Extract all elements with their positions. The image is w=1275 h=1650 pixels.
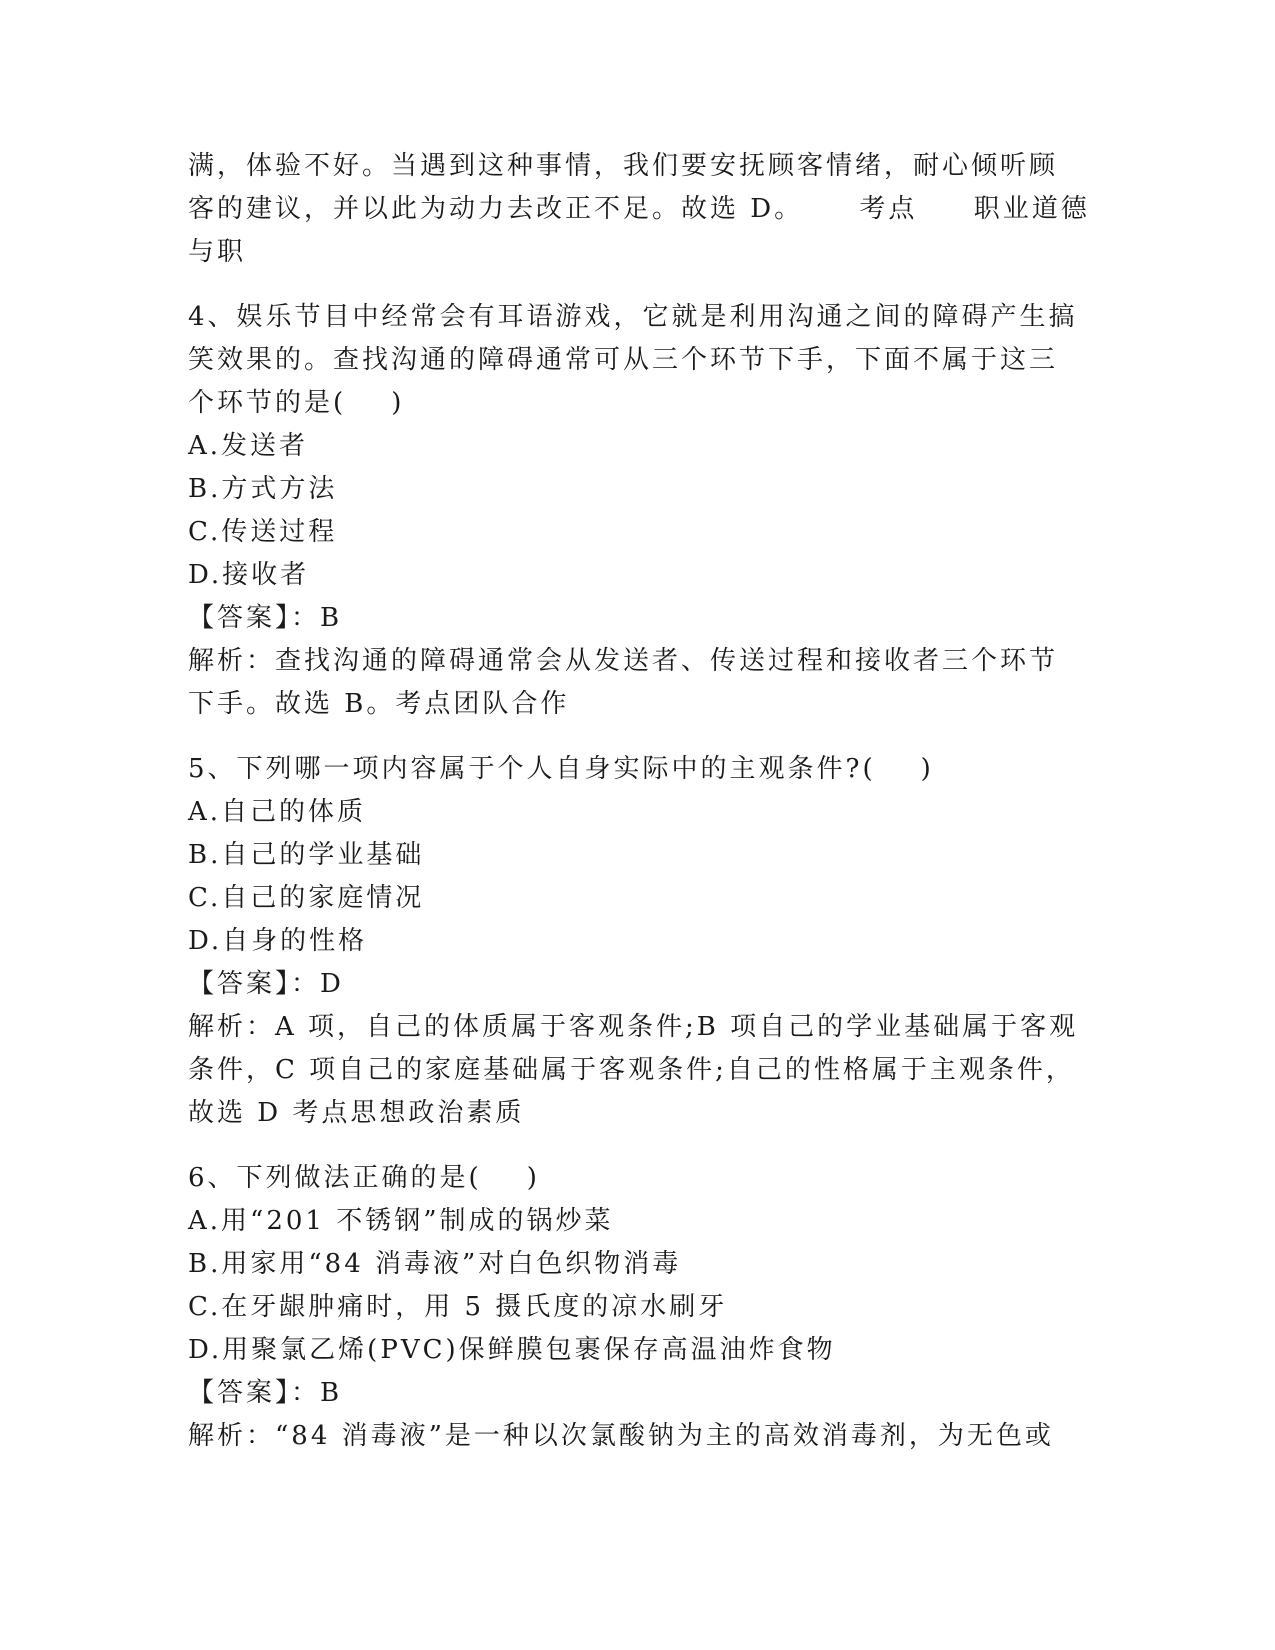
option-c: C.传送过程 (188, 517, 338, 547)
option-a: A.发送者 (188, 431, 309, 461)
option-d: D.接收者 (188, 560, 310, 590)
text-line: 满，体验不好。当遇到这种事情，我们要安抚顾客情绪，耐心倾听顾 (188, 151, 1059, 181)
answer: 【答案】：B (188, 603, 343, 633)
question-stem: 个环节的是( ) (188, 388, 405, 418)
text-line: 与职 (188, 237, 247, 267)
option-c: C.在牙龈肿痛时，用 5 摄氏度的凉水刷牙 (188, 1292, 728, 1322)
analysis: 下手。故选 B。考点团队合作 (188, 689, 570, 719)
document-body (188, 145, 1088, 1458)
option-b: B.自己的学业基础 (188, 840, 425, 870)
answer: 【答案】：B (188, 1378, 343, 1408)
answer: 【答案】：D (188, 969, 344, 999)
question-stem: 5、下列哪一项内容属于个人自身实际中的主观条件?( ) (188, 754, 934, 784)
analysis: 条件，C 项自己的家庭基础属于客观条件;自己的性格属于主观条件， (188, 1055, 1075, 1085)
option-b: B.方式方法 (188, 474, 338, 504)
text-line: 客的建议，并以此为动力去改正不足。故选 D。 考点 职业道德 (188, 194, 1090, 224)
analysis: 解析：A 项，自己的体质属于客观条件;B 项自己的学业基础属于客观 (188, 1012, 1079, 1042)
question-5 (188, 748, 1088, 1135)
option-a: A.自己的体质 (188, 797, 367, 827)
analysis: 解析：“84 消毒液”是一种以次氯酸钠为主的高效消毒剂，为无色或 (188, 1421, 1054, 1451)
option-d: D.自身的性格 (188, 926, 368, 956)
option-b: B.用家用“84 消毒液”对白色织物消毒 (188, 1249, 682, 1279)
question-4 (188, 296, 1088, 726)
previous-question-continuation (188, 145, 1088, 274)
option-c: C.自己的家庭情况 (188, 883, 425, 913)
question-stem: 4、娱乐节目中经常会有耳语游戏，它就是利用沟通之间的障碍产生搞 (188, 302, 1078, 332)
option-d: D.用聚氯乙烯(PVC)保鲜膜包裹保存高温油炸食物 (188, 1335, 836, 1365)
question-stem: 笑效果的。查找沟通的障碍通常可从三个环节下手，下面不属于这三 (188, 345, 1059, 375)
option-a: A.用“201 不锈钢”制成的锅炒菜 (188, 1206, 614, 1236)
question-stem: 6、下列做法正确的是( ) (188, 1163, 540, 1193)
analysis: 解析：查找沟通的障碍通常会从发送者、传送过程和接收者三个环节 (188, 646, 1059, 676)
question-6 (188, 1157, 1088, 1458)
analysis: 故选 D 考点思想政治素质 (188, 1098, 525, 1128)
